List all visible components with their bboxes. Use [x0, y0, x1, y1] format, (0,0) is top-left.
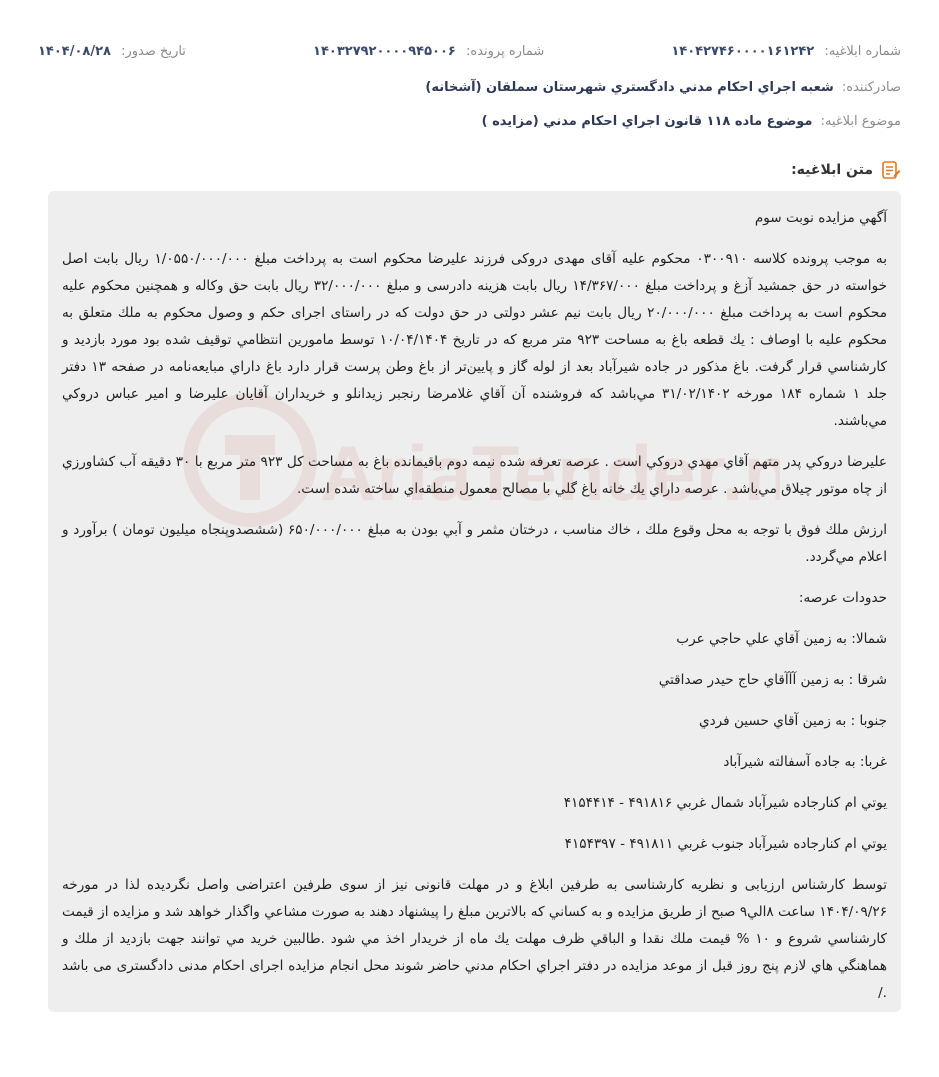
boundary-west: غربا: به جاده آسفالته شيرآباد [723, 754, 887, 770]
body-paragraph-3: ارزش ملك فوق با توجه به محل وقوع ملك ، خاك مناسب ، درختان مثمر و آبي بودن به مبلغ ۶۵۰/۰۰۰/۰۰۰ (ششصدوپنجاه ميليون تومان ) برآورد و اعلام مي‌گردد. [62, 522, 887, 565]
notice-meta-row [38, 44, 901, 59]
notice-number [671, 44, 901, 59]
document-edit-icon [881, 160, 901, 180]
case-number [313, 44, 544, 59]
issuer-label: صادرکننده: [841, 80, 901, 95]
notice-body [48, 191, 901, 1012]
utm-northwest: يوتي ام كنارجاده شيرآباد شمال غربي ۴۹۱۸۱۶ - ۴۱۵۴۴۱۴ [563, 795, 887, 811]
issue-date-label: تاریخ صدور: [121, 44, 186, 59]
boundary-south: جنوبا : به زمين آقاي حسين فردي [698, 713, 887, 729]
auction-title: آگهي مزايده نوبت سوم [754, 210, 887, 226]
notice-text-heading [791, 160, 901, 180]
utm-southwest: يوتي ام كنارجاده شيرآباد جنوب غربي ۴۹۱۸۱۱ - ۴۱۵۴۳۹۷ [564, 836, 887, 852]
body-paragraph-4: توسط كارشناس ارزيابی و نظريه كارشناسی به طرفين ابلاغ و در مهلت قانونی نيز از سوی طرفين اعتراضی واصل نگرديده لذا در مورخه ۱۴۰۴/۰۹/۲۶ ساعت ۸الي۹ صبح از طريق مزايده و به كساني كه بالاترين مبلغ را پيشنهاد دهند به صورت مشاعي واگذار خواهد شد و مزايده از قيمت كارشناسي شروع و ۱۰ % قيمت ملك نقدا و الباقي ظرف مهلت يك ماه از خريدار اخذ مي شود .طالبين خريد مي توانند جهت بازديد از ملك و هماهنگي هاي لازم پنج روز قبل از موعد مزايده در دفتر اجراي احكام مدني حاضر شوند محل انجام مزايده اجرای احكام مدنی دادگستری می باشد ./ [62, 877, 887, 1001]
notice-number-value: ۱۴۰۴۲۷۴۶۰۰۰۰۱۶۱۲۴۲ [671, 44, 815, 59]
boundaries-heading: حدودات عرصه: [798, 590, 887, 606]
subject-value: موضوع ماده ۱۱۸ قانون اجراي احكام مدني (مزايده ) [481, 114, 813, 129]
case-number-value: ۱۴۰۳۲۷۹۲۰۰۰۰۹۴۵۰۰۶ [313, 44, 456, 59]
subject-row [38, 114, 901, 129]
issue-date-value: ۱۴۰۴/۰۸/۲۸ [38, 44, 111, 59]
issuer-value: شعبه اجراي احكام مدني دادگستري شهرستان سملقان (آشخانه) [425, 80, 834, 95]
boundary-north: شمالا: به زمين آقاي علي حاجي عرب [676, 631, 887, 647]
issuer-row [38, 80, 901, 95]
subject-label: موضوع ابلاغیه: [820, 114, 901, 129]
boundary-east: شرقا : به زمين آآآقاي حاج حيدر صداقتي [658, 672, 887, 688]
body-paragraph-1: به موجب پرونده كلاسه ۰۳۰۰۹۱۰ محكوم عليه آقای مهدی دروكی فرزند عليرضا محكوم است به پرداخت مبلغ ۱/۰۵۵۰/۰۰۰/۰۰۰ ريال بابت اصل خواسته در حق جمشيد آزغ و پرداخت مبلغ ۱۴/۳۶۷/۰۰۰ ريال بابت هزينه دادرسی و مبلغ ۳۲/۰۰۰/۰۰۰ ريال بابت حق وكاله و همچنين محكوم عليه محكوم است به پرداخت مبلغ ۲۰/۰۰۰/۰۰۰ ريال بابت نيم عشر دولتی در حق دولت كه در راستای اجرای حكم و وصول محكوم به ملك متعلق به محكوم عليه با اوصاف : يك قطعه باغ به مساحت ۹۲۳ متر مربع كه در تاريخ ۱۰/۰۴/۱۴۰۴ توسط مامورين انتظامي توقيف شده بود مورد بازديد و كارشناسي قرار گرفت. باغ مذكور در جاده شيرآباد بعد از لوله گاز و پايين‌تر از باغ وطن پرست قرار دارد باغ داراي مبايعه‌نامه در صفحه ۱۳ دفتر جلد ۱ شماره ۱۸۴ مورخه ۳۱/۰۲/۱۴۰۲ مي‌باشد كه فروشنده آن آقاي غلامرضا رنجبر زيدانلو و خريداران آقايان عليرضا و امير عباس دروكي مي‌باشند. [62, 251, 887, 429]
issue-date [38, 44, 186, 59]
body-paragraph-2: عليرضا دروكي پدر متهم آقاي مهدي دروكي است . عرصه تعرفه شده نيمه دوم باقيمانده باغ به مساحت كل ۹۲۳ متر مربع با ۳۰ دقيقه آب كشاورزي از چاه موتور چيلاق مي‌باشد . عرصه داراي يك خانه باغ گلي با مصالح معمول منطقه‌اي ساخته شده است. [62, 454, 887, 497]
notice-number-label: شماره ابلاغیه: [824, 44, 901, 59]
notice-text-title: متن ابلاغیه: [791, 162, 873, 178]
case-number-label: شماره پرونده: [465, 44, 545, 59]
